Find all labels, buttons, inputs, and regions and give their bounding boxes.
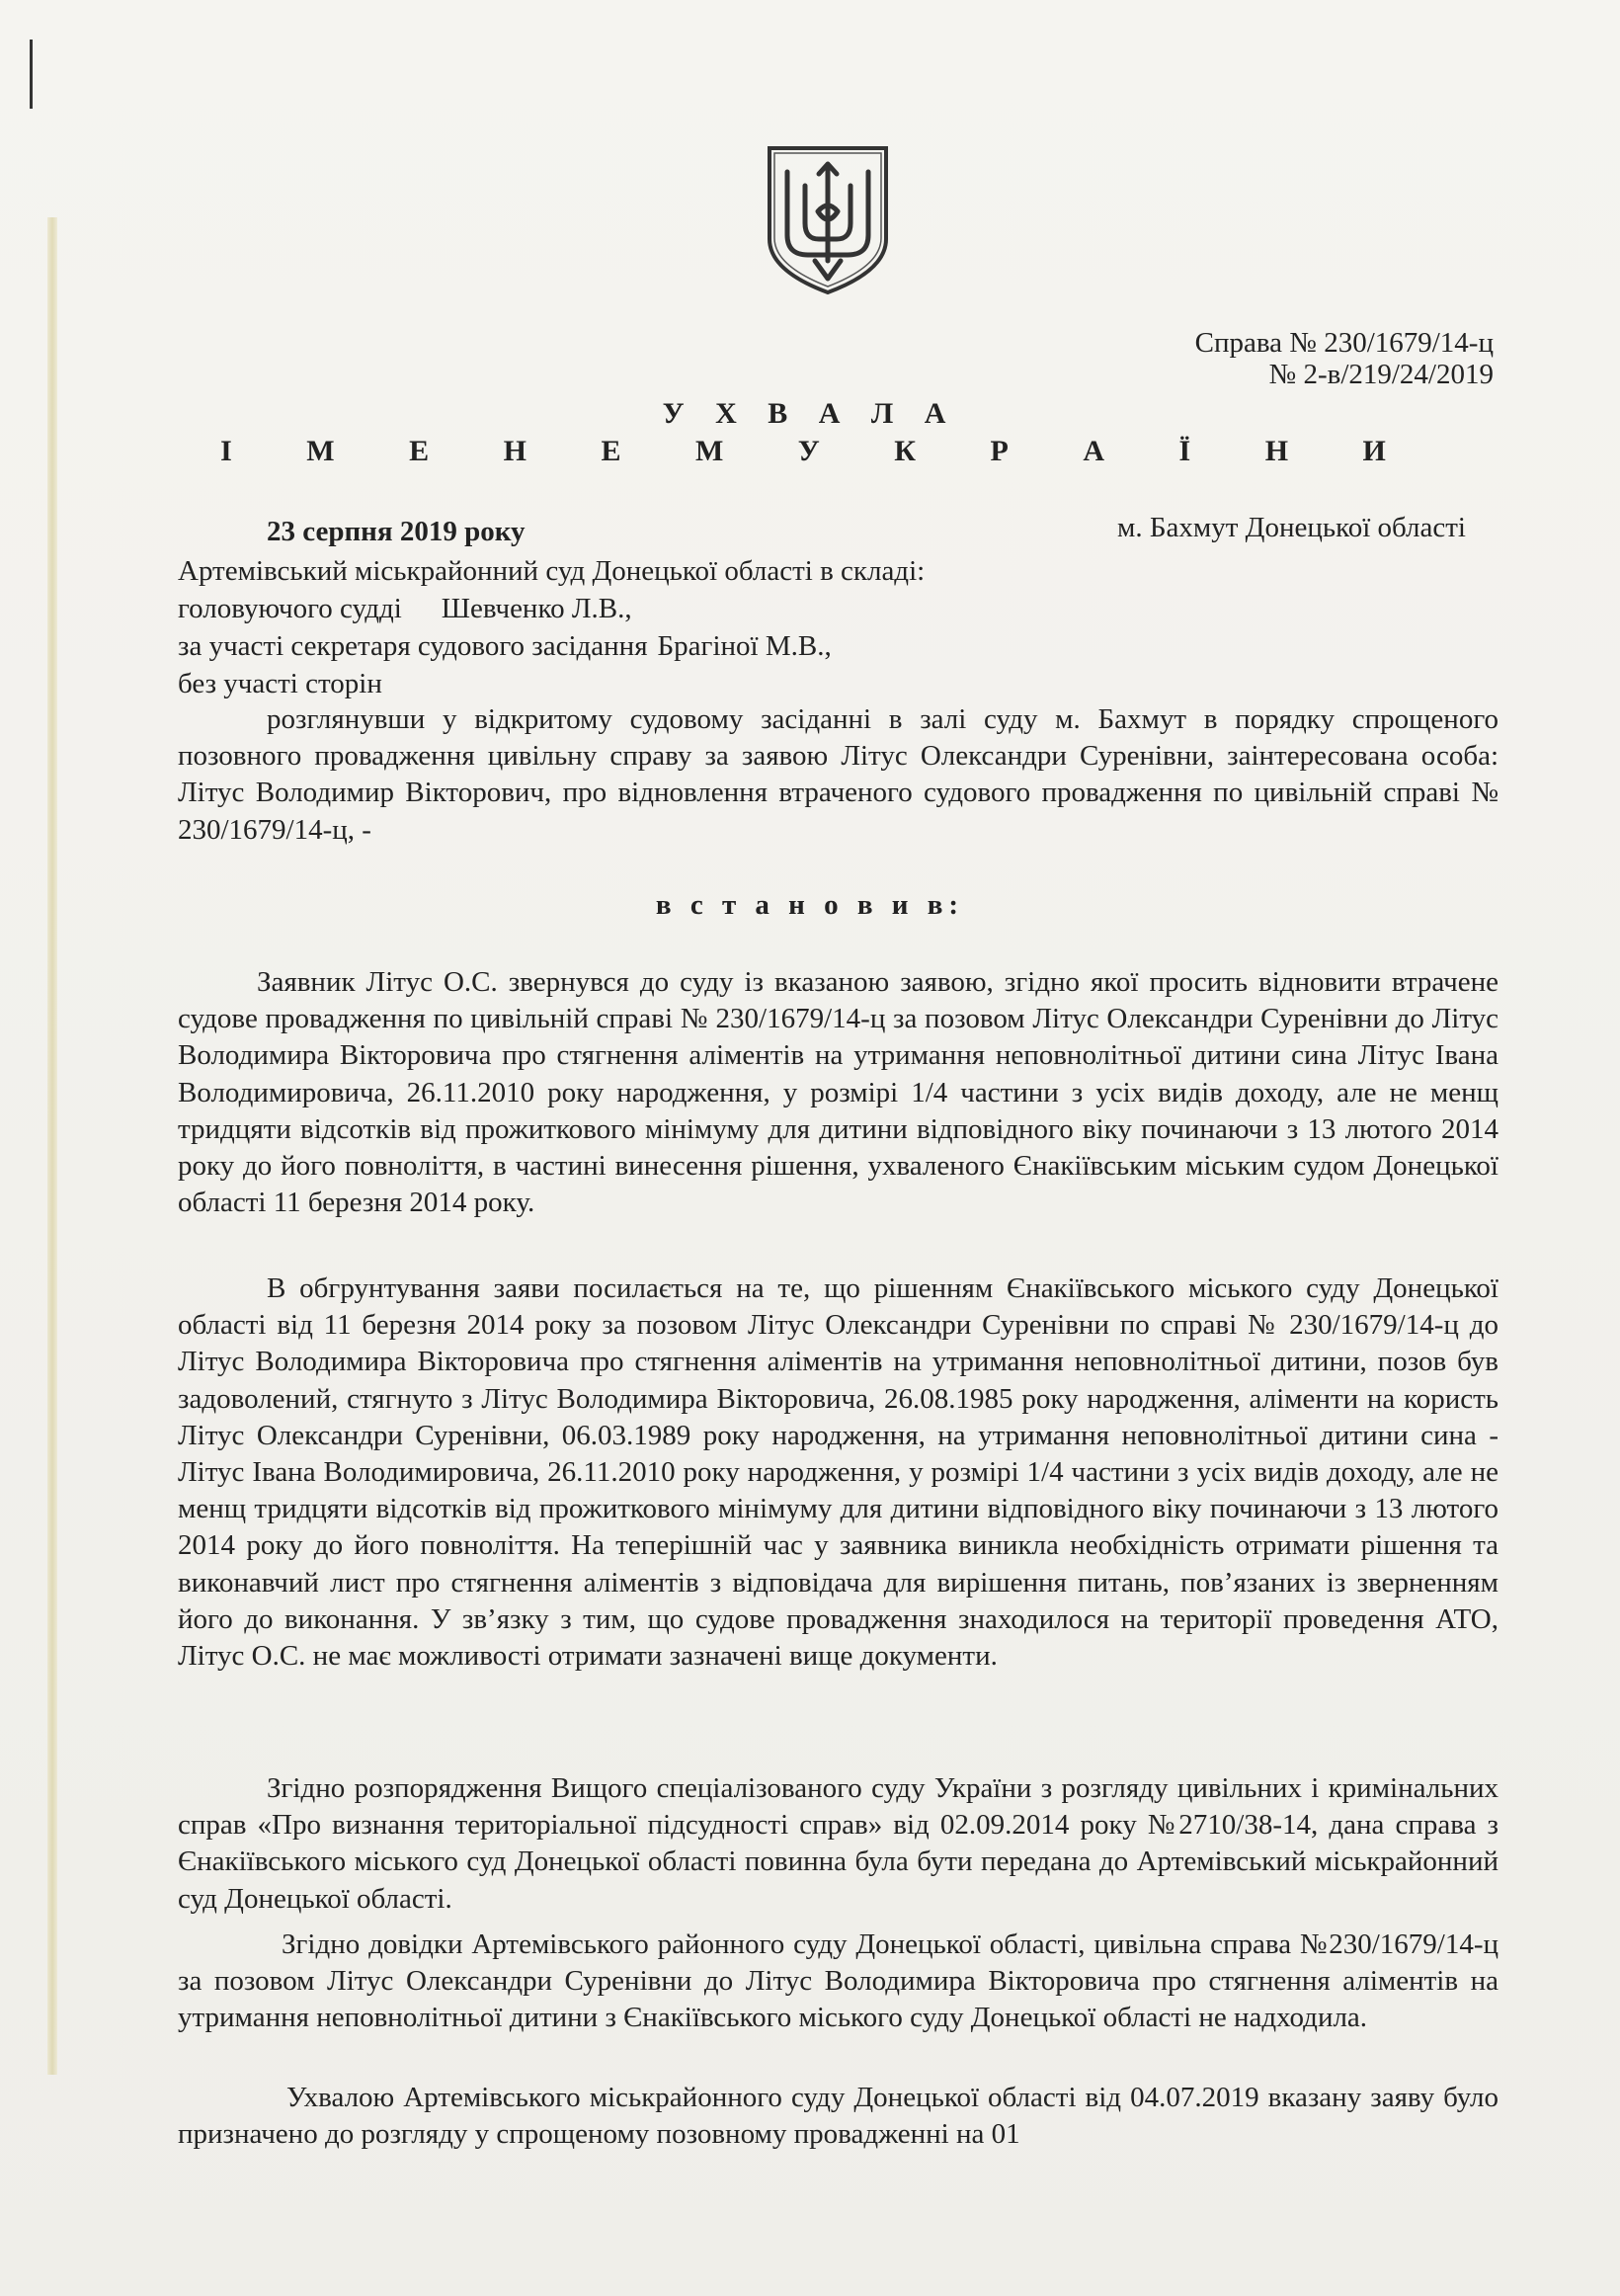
case-number: Справа № 230/1679/14-ц <box>1194 327 1494 359</box>
secretary-name: Брагіної М.В., <box>657 630 832 662</box>
section-heading: в с т а н о в и в: <box>655 889 965 921</box>
trident-coat-of-arms-icon <box>764 144 892 296</box>
secretary-label: за участі секретаря судового засідання <box>178 630 648 662</box>
decision-date: 23 серпня 2019 року <box>267 516 526 547</box>
case-number-secondary: № 2-в/219/24/2019 <box>1268 359 1494 390</box>
decision-city: м. Бахмут Донецької області <box>1117 512 1466 543</box>
body-paragraph: Згідно розпорядження Вищого спеціалізованого суду України з розгляду цивільних і кримінальних справ «Про визнання територіальної підсудності справ» від 02.09.2014 року №2710/38-14, дана справа з Єнакіївського міського суд Донецької області повинна була бути передана до Артемівський міськрайонний суд Донецької області. <box>178 1772 1498 1915</box>
parties-line: без участі сторін <box>178 668 382 699</box>
judge-line <box>178 591 632 626</box>
secretary-line <box>178 628 832 664</box>
judge-name: Шевченко Л.В., <box>441 593 632 624</box>
body-paragraph: Згідно довідки Артемівського районного суду Донецької області, цивільна справа №230/1679/14-ц за позовом Літус Олександри Суренівни до Літус Володимира Вікторовича про стягнення аліментів на утримання неповнолітньої дитини з Єнакіївського міського суду Донецької області не надходила. <box>178 1928 1498 2034</box>
intro-paragraph: розглянувши у відкритому судовому засіданні в залі суду м. Бахмут в порядку спрощеного позовного провадження цивільну справу за заявою Літус Олександри Суренівни, заінтересована особа: Літус Володимир Вікторович, про відновлення втраченого судового провадження по цивільній справі № 230/1679/14-ц, - <box>178 703 1498 846</box>
scan-edge-mark <box>30 40 33 109</box>
body-paragraph: Ухвалою Артемівського міськрайонного суду Донецької області від 04.07.2019 вказану заяву було призначено до розгляду у спрощеному позовному провадженні на 01 <box>178 2082 1498 2151</box>
binding-strip <box>47 217 57 2075</box>
document-subtitle: І М Е Н Е М У К Р А Ї Н И <box>220 435 1400 467</box>
judge-label: головуючого судді <box>178 593 402 624</box>
body-paragraph: В обгрунтування заяви посилається на те, що рішенням Єнакіївського міського суду Донецької області від 11 березня 2014 року за позовом Літус Олександри Суренівни по справі № 230/1679/14-ц до Літус Володимира Вікторовича про стягнення аліментів на утримання неповнолітньої дитини, позов був задоволений, стягнуто з Літус Володимира Вікторовича, 26.08.1985 року народження, аліменти на користь Літус Олександри Суренівни, 06.03.1989 року народження, на утримання неповнолітньої дитини сина - Літус Івана Володимировича, 26.11.2010 року народження, у розмірі 1/4 частини з усіх видів доходу, але не менщ тридцяти відсотків від прожиткового мінімуму для дитини відповідного віку починаючи з 13 лютого 2014 року до його повноліття. На теперішній час у заявника виникла необхідність отримати рішення та виконавчий лист про стягнення аліментів з відповідача для вирішення питань, пов’язаних із зверненням його до виконання. У зв’язку з тим, що судове провадження знаходилося на території проведення АТО, Літус О.С. не має можливості отримати зазначені вище документи. <box>178 1272 1498 1673</box>
body-paragraph: Заявник Літус О.С. звернувся до суду із вказаною заявою, згідно якої просить відновити втрачене судове провадження по цивільній справі № 230/1679/14-ц за позовом Літус Олександри Суренівни до Літус Володимира Вікторовича про стягнення аліментів на утримання неповнолітньої дитини сина Літус Івана Володимировича, 26.11.2010 року народження, у розмірі 1/4 частини з усіх видів доходу, але не менщ тридцяти відсотків від прожиткового мінімуму для дитини відповідного віку починаючи з 13 лютого 2014 року до його повноліття, в частині винесення рішення, ухваленого Єнакіївським міським судом Донецької області 11 березня 2014 року. <box>178 966 1498 1219</box>
document-title: У Х В А Л А <box>662 397 958 430</box>
court-composition: Артемівський міськрайонний суд Донецької області в складі: <box>178 555 926 587</box>
